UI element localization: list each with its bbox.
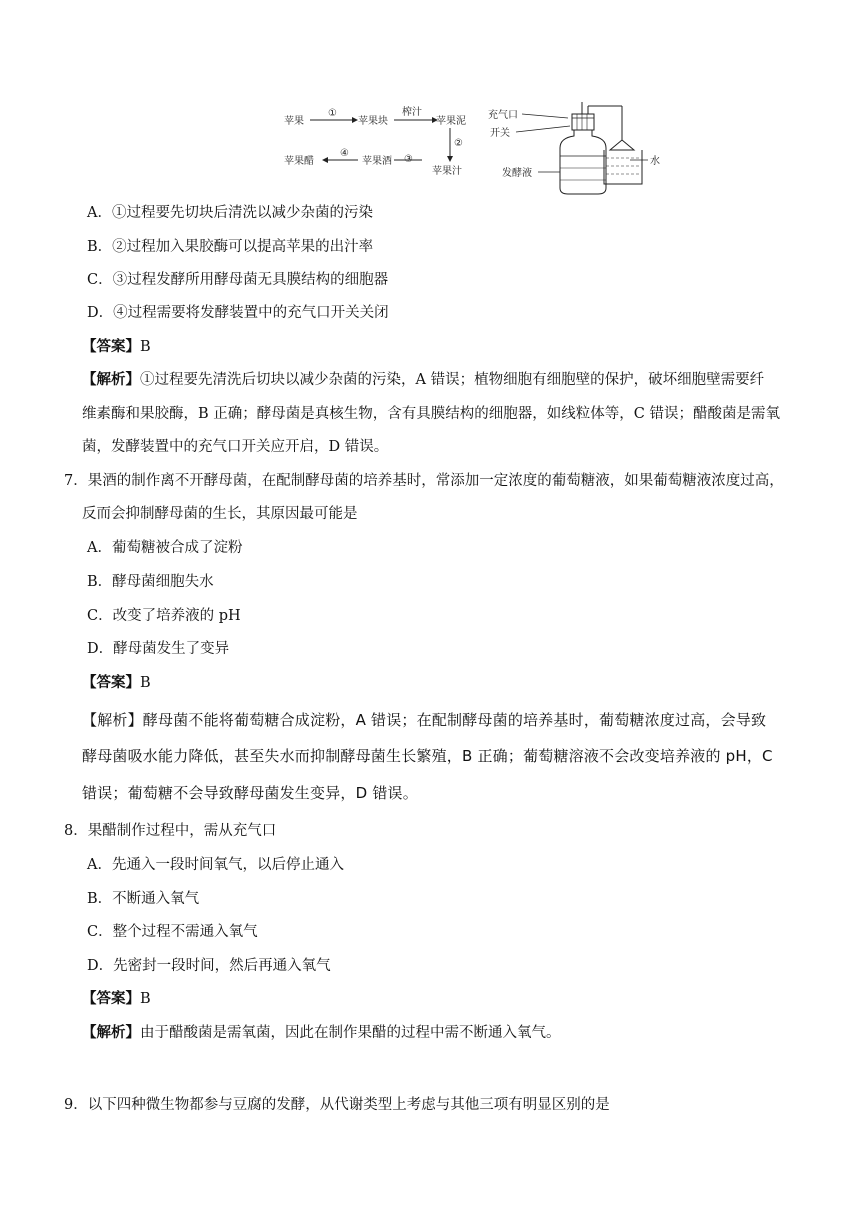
q6-explanation-line-3: 菌，发酵装置中的充气口开关应开启，D 错误。: [82, 439, 389, 455]
q8-answer: [82, 989, 151, 1009]
q7-answer-value: B: [140, 675, 151, 691]
q7-answer-label: 【答案】: [82, 674, 140, 691]
q7-option-a: A．葡萄糖被合成了淀粉: [87, 540, 243, 556]
q8-answer-label: 【答案】: [82, 990, 140, 1007]
q6-answer-value: B: [140, 339, 151, 355]
q6-option-d: D．④过程需要将发酵装置中的充气口开关关闭: [87, 305, 389, 321]
fermentation-diagram: [282, 98, 672, 198]
q7-stem-line-1: 7．果酒的制作离不开酵母菌，在配制酵母菌的培养基时，常添加一定浓度的葡萄糖液，如果葡萄糖液浓度过高，: [64, 473, 784, 489]
q6-option-b: B．②过程加入果胶酶可以提高苹果的出汁率: [87, 239, 374, 255]
flow-step2: ②: [454, 138, 463, 149]
flow-crush: 榨汁: [402, 107, 422, 118]
label-fermentation-liquid: 发酵液: [502, 168, 532, 179]
flow-apple-mash: 苹果泥: [436, 116, 466, 127]
flow-step1: ①: [328, 108, 337, 119]
q8-explanation-label: 【解析】: [82, 1024, 140, 1041]
water-trap: [604, 140, 642, 184]
q7-stem-line-2: 反而会抑制酵母菌的生长，其原因最可能是: [82, 506, 358, 522]
q7-option-b: B．酵母菌细胞失水: [87, 574, 214, 590]
q7-option-c: C．改变了培养液的 pH: [87, 608, 241, 624]
q8-option-a: A．先通入一段时间氧气，以后停止通入: [87, 857, 344, 873]
flow-step4: ④: [340, 148, 349, 159]
q8-answer-value: B: [140, 991, 151, 1007]
label-switch: 开关: [490, 128, 510, 139]
q8-explanation: [82, 1023, 561, 1043]
q7-explanation-line-1: 【解析】酵母菌不能将葡萄糖合成淀粉，A 错误；在配制酵母菌的培养基时，葡萄糖浓度过高，会导致: [82, 711, 767, 729]
fermentation-figure: [282, 98, 672, 198]
flow-apple-chunks: 苹果块: [358, 116, 388, 127]
q8-explanation-text: 由于醋酸菌是需氧菌，因此在制作果醋的过程中需不断通入氧气。: [140, 1025, 561, 1041]
flow-apple-juice: 苹果汁: [432, 166, 462, 177]
q7-option-d: D．酵母菌发生了变异: [87, 641, 230, 657]
q6-explanation-line-2: 维素酶和果胶酶，B 正确；酵母菌是真核生物，含有具膜结构的细胞器，如线粒体等，C 错误；醋酸菌是需氧: [82, 406, 780, 422]
q6-answer: [82, 337, 151, 357]
q6-explanation-line-1: [82, 370, 764, 390]
label-water: 水: [650, 156, 660, 167]
q6-explanation-text-1: ①过程要先清洗后切块以减少杂菌的污染，A 错误；植物细胞有细胞壁的保护，破坏细胞壁需要纤: [140, 372, 765, 388]
flow-apple-wine: 苹果酒: [362, 156, 392, 167]
q6-option-c: C．③过程发酵所用酵母菌无具膜结构的细胞器: [87, 272, 389, 288]
q6-explanation-label: 【解析】: [82, 371, 140, 388]
q7-answer: [82, 673, 151, 693]
q8-option-d: D．先密封一段时间，然后再通入氧气: [87, 958, 331, 974]
q7-explanation-line-2: 酵母菌吸水能力降低，甚至失水而抑制酵母菌生长繁殖，B 正确；葡萄糖溶液不会改变培养液的 pH，C: [82, 747, 773, 765]
flow-step3: ③: [404, 154, 413, 165]
label-air-inlet: 充气口: [488, 110, 518, 121]
q6-answer-label: 【答案】: [82, 338, 140, 355]
flow-apple: 苹果: [284, 116, 304, 127]
q6-option-a: A．①过程要先切块后清洗以减少杂菌的污染: [87, 205, 373, 221]
q8-option-b: B．不断通入氧气: [87, 891, 200, 907]
flow-apple-vinegar: 苹果醋: [284, 156, 314, 167]
q9-stem: 9．以下四种微生物都参与豆腐的发酵，从代谢类型上考虑与其他三项有明显区别的是: [64, 1097, 610, 1113]
q8-option-c: C．整个过程不需通入氧气: [87, 924, 258, 940]
q8-stem: 8．果醋制作过程中，需从充气口: [64, 823, 277, 839]
q7-explanation-line-3: 错误；葡萄糖不会导致酵母菌发生变异，D 错误。: [82, 784, 418, 802]
